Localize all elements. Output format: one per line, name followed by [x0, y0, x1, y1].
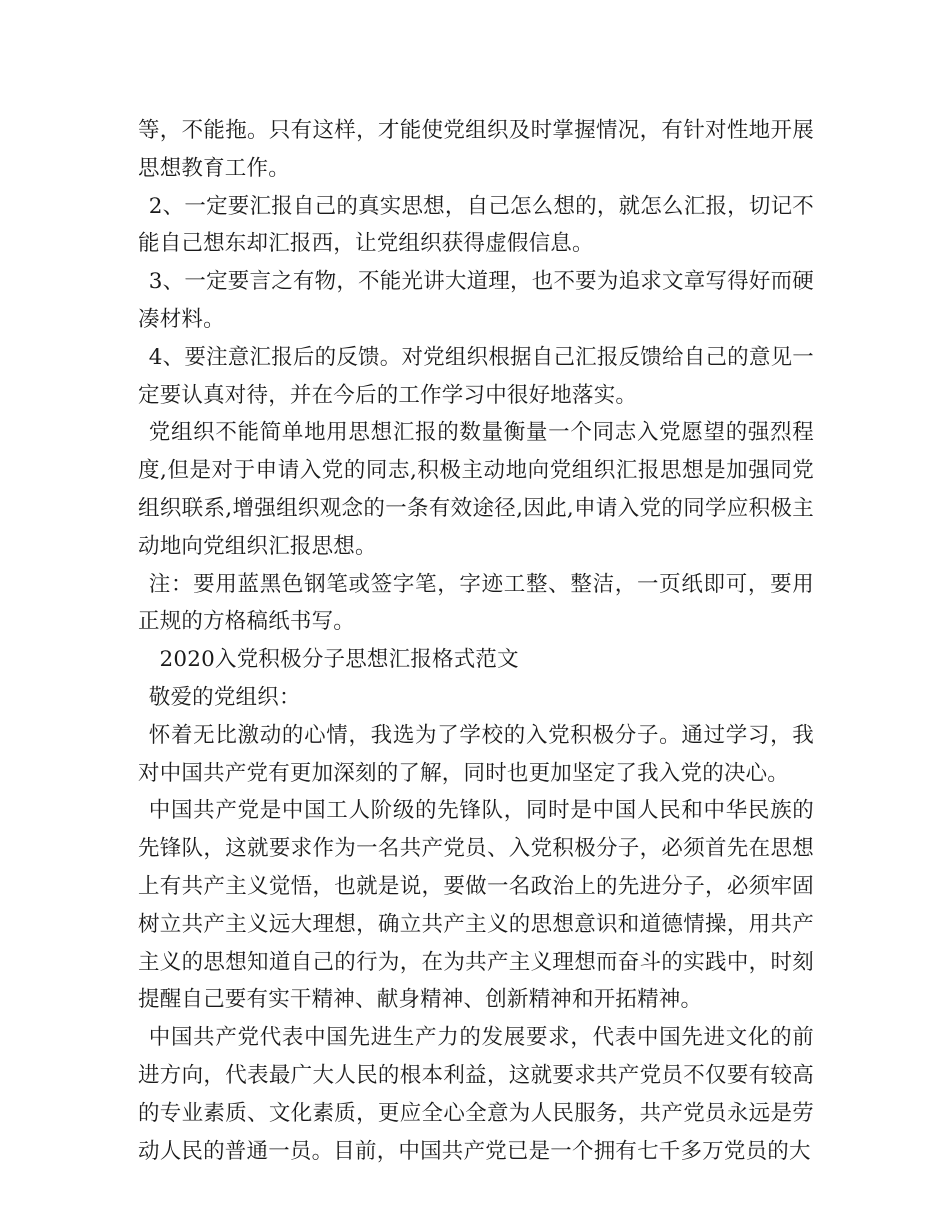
paragraph-point-2: 2、一定要汇报自己的真实思想，自己怎么想的，就怎么汇报，切记不能自己想东却汇报西，让党组织获得虚假信息。 — [138, 193, 814, 257]
salutation: 敬爱的党组织： — [148, 684, 301, 710]
paragraph-note: 注：要用蓝黑色钢笔或签字笔，字迹工整、整洁，一页纸即可，要用正规的方格稿纸书写。 — [138, 571, 814, 635]
section-heading: 2020入党积极分子思想汇报格式范文 — [159, 647, 519, 673]
paragraph-body-2: 中国共产党是中国工人阶级的先锋队，同时是中国人民和中华民族的先锋队，这就要求作为一名共产党员、入党积极分子，必须首先在思想上有共产主义觉悟，也就是说，要做一名政治上的先进分子，必须牢固树立共产主义远大理想，确立共产主义的思想意识和道德情操，用共产主义的思想知道自己的行为，在为共产主义理想而奋斗的实践中，时刻提醒自己要有实干精神、献身精神、创新精神和开拓精神。 — [138, 798, 814, 1013]
paragraph-point-3: 3、一定要言之有物，不能光讲大道理，也不要为追求文章写得好而硬凑材料。 — [138, 269, 814, 332]
paragraph-point-4: 4、要注意汇报后的反馈。对党组织根据自己汇报反馈给自己的意见一定要认真对待，并在今后的工作学习中很好地落实。 — [138, 344, 814, 408]
paragraph-body-3: 中国共产党代表中国先进生产力的发展要求，代表中国先进文化的前进方向，代表最广大人民的根本利益，这就要求共产党员不仅要有较高的专业素质、文化素质，更应全心全意为人民服务，共产党员永远是劳动人民的普通一员。目前，中国共产党已是一个拥有七千多万党员的大 — [138, 1025, 814, 1164]
paragraph-body-1: 怀着无比激动的心情，我选为了学校的入党积极分子。通过学习，我对中国共产党有更加深刻的了解，同时也更加坚定了我入党的决心。 — [138, 722, 814, 786]
paragraph-summary: 党组织不能简单地用思想汇报的数量衡量一个同志入党愿望的强烈程度,但是对于申请入党的同志,积极主动地向党组织汇报思想是加强同党组织联系,增强组织观念的一条有效途径,因此,申请入党的同学应积极主动地向党组织汇报思想。 — [138, 420, 814, 559]
document-body — [138, 112, 814, 1170]
paragraph-continuation: 等，不能拖。只有这样，才能使党组织及时掌握情况，有针对性地开展思想教育工作。 — [138, 118, 814, 181]
